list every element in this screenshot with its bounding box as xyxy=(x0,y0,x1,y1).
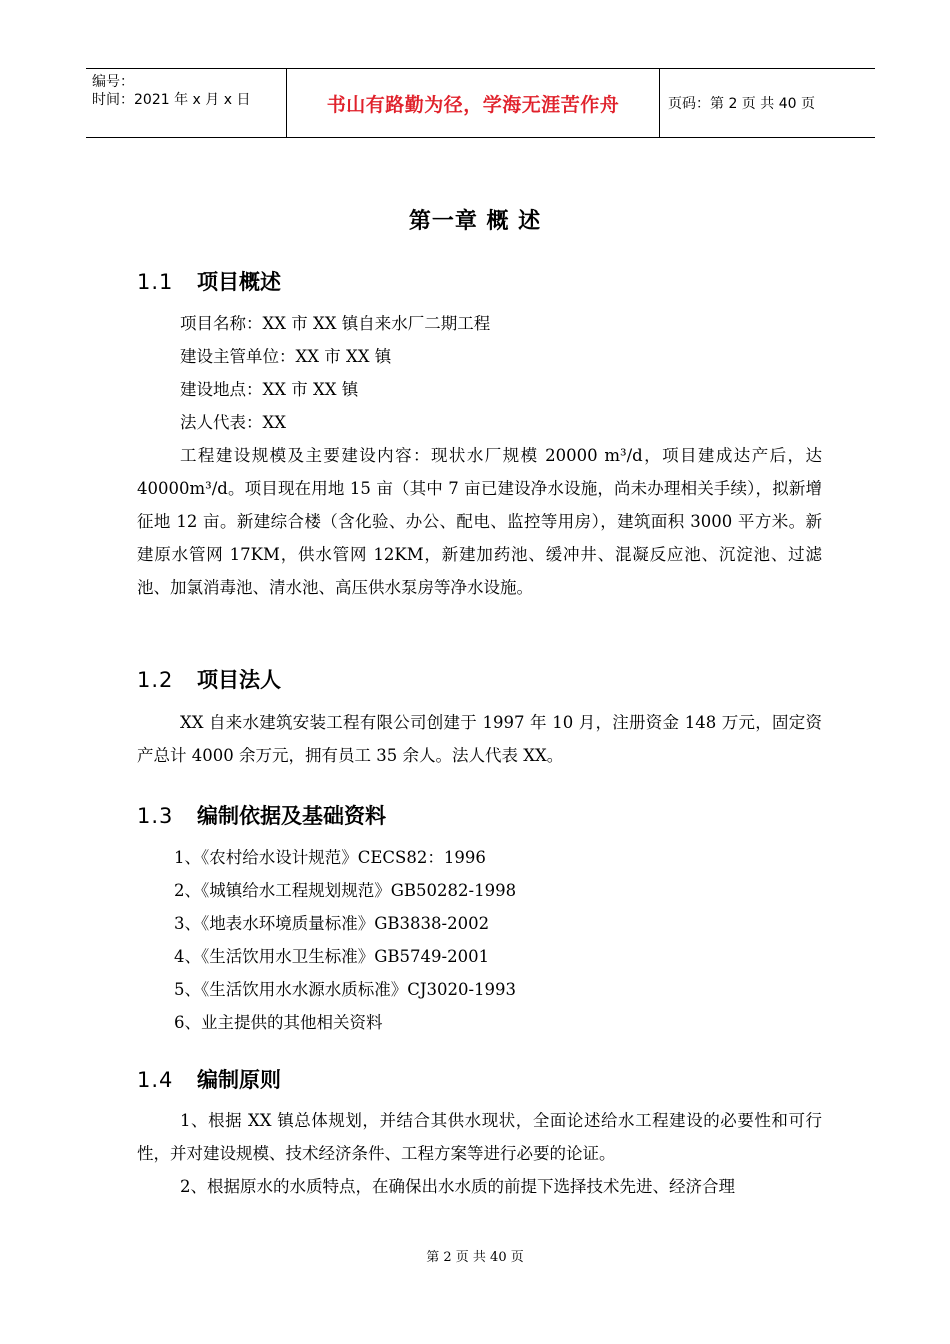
reference-item: 2、《城镇给水工程规划规范》GB50282-1998 xyxy=(174,881,517,900)
page-header xyxy=(86,68,875,138)
header-motto-cell xyxy=(286,69,660,137)
principle-paragraph-1-text: 1、根据 XX 镇总体规划，并结合其供水现状，全面论述给水工程建设的必要性和可行性，并对建设规模、技术经济条件、工程方案等进行必要的论证。 xyxy=(137,1111,822,1163)
reference-item: 3、《地表水环境质量标准》GB3838-2002 xyxy=(174,914,490,933)
reference-item: 4、《生活饮用水卫生标准》GB5749-2001 xyxy=(174,947,490,966)
section-number: 1.4 xyxy=(137,1068,174,1092)
principle-paragraph-1 xyxy=(137,1104,822,1170)
project-name-line: 项目名称：XX 市 XX 镇自来水厂二期工程 xyxy=(180,314,491,333)
page-footer: 第 2 页 共 40 页 xyxy=(426,1250,524,1265)
location-line: 建设地点：XX 市 XX 镇 xyxy=(180,380,359,399)
scope-paragraph-text: 工程建设规模及主要建设内容：现状水厂规模 20000 m³/d，项目建成达产后，达 40000m³/d。项目现在用地 15 亩（其中 7 亩已建设净水设施，尚未办理相关手续），拟新增征地 12 亩。新建综合楼（含化验、办公、配电、监控等用房），建筑面积 3000 平方米。新建原水管网 17KM，供水管网 12KM，新建加药池、缓冲井、混凝反应池、沉淀池、过滤池、加氯消毒池、清水池、高压供水泵房等净水设施。 xyxy=(137,446,822,597)
scope-paragraph xyxy=(137,439,822,604)
legal-entity-paragraph-text: XX 自来水建筑安装工程有限公司创建于 1997 年 10 月，注册资金 148 万元，固定资产总计 4000 余万元，拥有员工 35 余人。法人代表 XX。 xyxy=(137,713,822,765)
section-number: 1.1 xyxy=(137,270,174,294)
principle-paragraph-2 xyxy=(137,1170,822,1203)
principle-paragraph-2-text: 2、根据原水的水质特点，在确保出水水质的前提下选择技术先进、经济合理 xyxy=(180,1177,735,1196)
document-time-label: 时间：2021 年 x 月 x 日 xyxy=(92,92,251,108)
header-left-cell xyxy=(86,69,286,137)
document-number-label: 编号： xyxy=(92,74,134,90)
legal-rep-line: 法人代表：XX xyxy=(180,413,286,432)
section-heading-1-2 xyxy=(137,664,281,694)
reference-item: 6、业主提供的其他相关资料 xyxy=(174,1013,383,1032)
section-heading-1-4 xyxy=(137,1064,281,1094)
section-heading-1-1 xyxy=(137,266,281,296)
header-page-cell xyxy=(660,69,875,137)
section-heading-1-3 xyxy=(137,800,386,830)
header-motto: 书山有路勤为径，学海无涯苦作舟 xyxy=(326,93,620,116)
authority-line: 建设主管单位：XX 市 XX 镇 xyxy=(180,347,392,366)
reference-item: 5、《生活饮用水水源水质标准》CJ3020-1993 xyxy=(174,980,517,999)
section-title: 编制依据及基础资料 xyxy=(197,804,386,828)
chapter-title: 第一章 概 述 xyxy=(408,209,542,234)
legal-entity-paragraph xyxy=(137,706,822,772)
section-title: 项目法人 xyxy=(197,668,281,692)
section-number: 1.2 xyxy=(137,668,174,692)
header-page-number: 页码：第 2 页 共 40 页 xyxy=(668,96,815,112)
section-title: 编制原则 xyxy=(197,1068,281,1092)
section-title: 项目概述 xyxy=(197,270,281,294)
reference-item: 1、《农村给水设计规范》CECS82：1996 xyxy=(174,848,486,867)
section-number: 1.3 xyxy=(137,804,174,828)
